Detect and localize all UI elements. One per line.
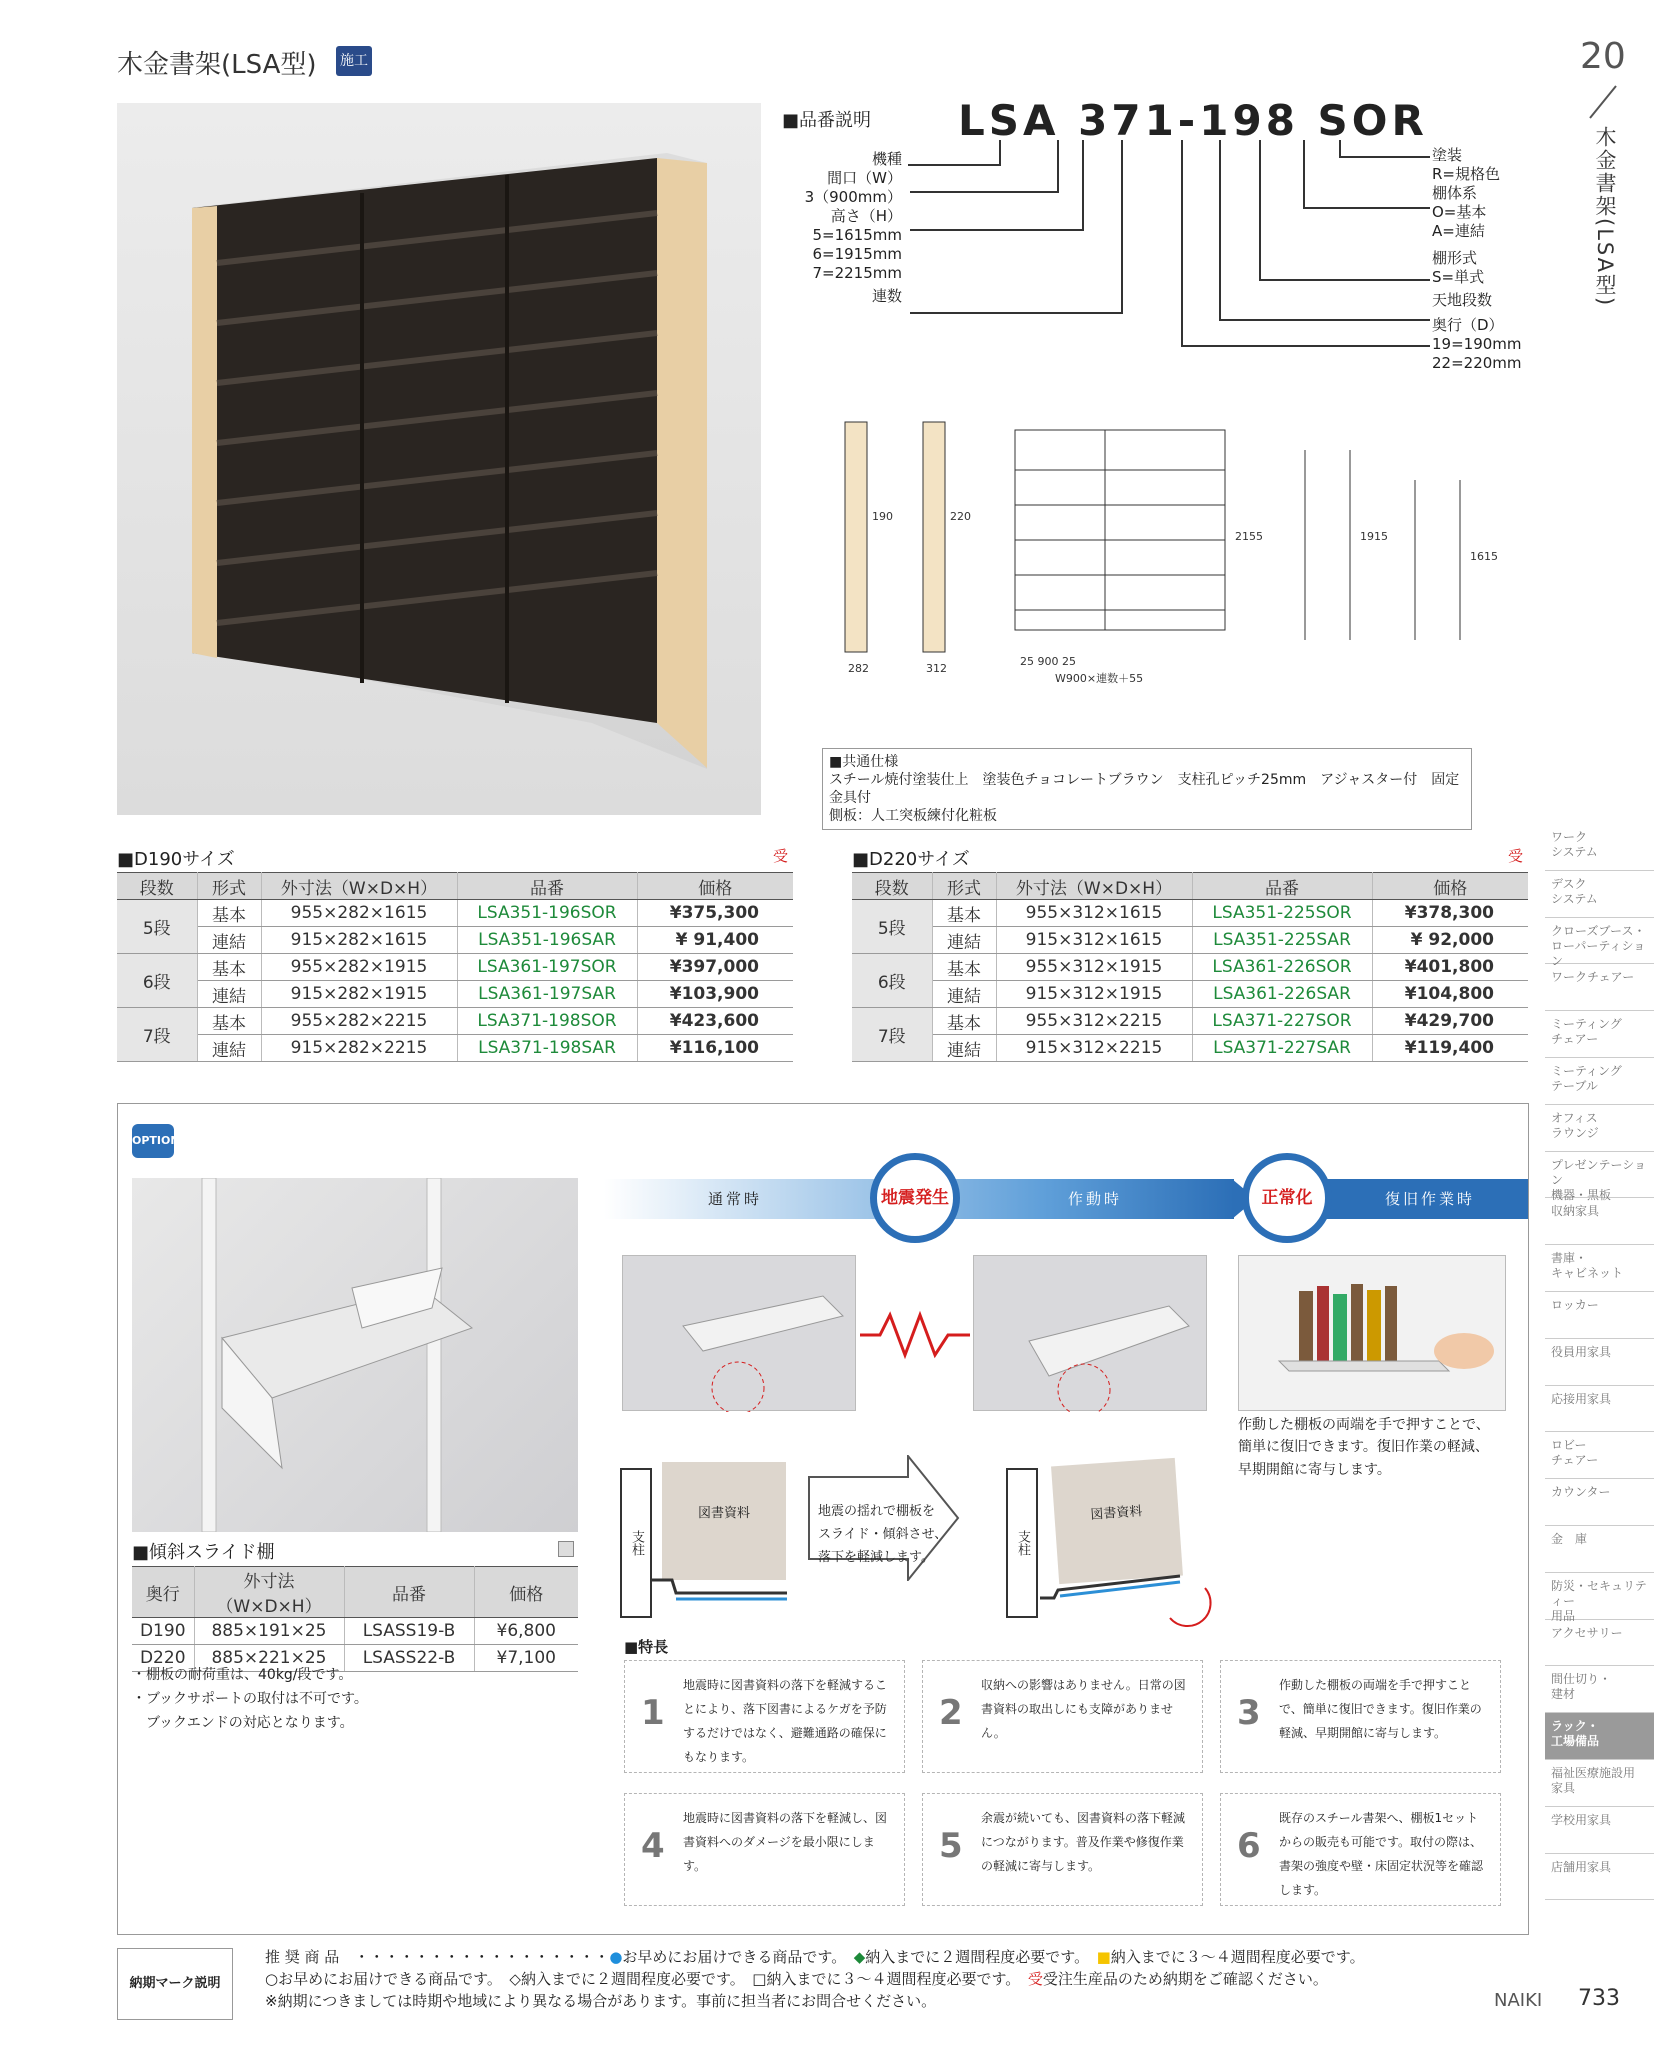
feature-card: 3 作動した棚板の両端を手で押すことで、簡単に復旧できます。復旧作業の軽減、早期開館に寄与します。 [1220, 1660, 1501, 1773]
table-row: 連結 915×282×2215 LSA371-198SAR ¥116,100 [117, 1035, 793, 1062]
books-block: 図書資料 [662, 1462, 786, 1580]
restore-illustration [1239, 1256, 1507, 1412]
table-row: D190 885×191×25 LSASS19-B ¥6,800 [132, 1618, 578, 1645]
table-row: 連結 915×312×2215 LSA371-227SAR ¥119,400 [852, 1035, 1528, 1062]
page-title: 木金書架(LSA型) [117, 50, 317, 80]
table-row: 6段 基本 955×312×1915 LSA361-226SOR ¥401,800 [852, 954, 1528, 981]
d220-title: ■D220サイズ [852, 849, 970, 870]
feature-card: 2 収納への影響はありません。日常の図書資料の取出しにも支障がありません。 [922, 1660, 1203, 1773]
brand-name: NAIKI [1494, 1990, 1543, 2011]
code-left-labels: 機種 間口（W） 3（900mm） 高さ（H） 5=1615mm 6=1915mm 7=2215mm 連数 [804, 150, 902, 305]
features-title: ■特長 [624, 1638, 669, 1656]
sidebar-item[interactable]: カウンター [1545, 1479, 1654, 1526]
sidebar-item[interactable]: 役員用家具 [1545, 1339, 1654, 1386]
delivery-mark-label: 納期マーク説明 [117, 1948, 233, 2020]
sidebar-item[interactable]: デスク システム [1545, 871, 1654, 918]
table-row: 連結 915×312×1915 LSA361-226SAR ¥104,800 [852, 981, 1528, 1008]
sidebar-item[interactable]: 学校用家具 [1545, 1807, 1654, 1854]
active-shelf-illustration [974, 1256, 1208, 1412]
phase-normal: 通常時 [707, 1190, 762, 1208]
sidebar-item[interactable]: 応接用家具 [1545, 1386, 1654, 1433]
page-top-number: 20 [1580, 36, 1626, 77]
side-title: 木金書架(LSA型) [1593, 126, 1617, 308]
sidebar-item[interactable]: 書庫・ キャビネット [1545, 1245, 1654, 1292]
code-leader-lines [900, 140, 1430, 350]
blue-dot-icon: ● [609, 1948, 623, 1966]
d220-table: 段数 形式 外寸法（W×D×H） 品番 価格 5段 基本 955×312×1615 LSA351-225SOR ¥378,300 連結 915×312×1615 LSA351-225SAR ¥ 92,000 6段 基本 955×312×1915 LSA361-226SOR ¥401,800 連結 915×312×1915 LSA361-226SAR ¥104,800 7段 基本 955×312×2215 LSA371-227SOR ¥429,700 連結 915×312×2215 LSA371-227SAR ¥119,400 [852, 872, 1528, 1062]
yellow-square-icon: ■ [1096, 1948, 1111, 1966]
bookshelf-illustration [117, 103, 761, 815]
sidebar-item[interactable]: 間仕切り・ 建材 [1545, 1666, 1654, 1713]
slide-shelf-table: 奥行 外寸法（W×D×H） 品番 価格 D190 885×191×25 LSASS19-B ¥6,800 D220 885×221×25 LSASS22-B ¥7,100 [132, 1566, 578, 1672]
quake-circle: 地震発生 [870, 1153, 960, 1243]
sidebar-item[interactable]: オフィス ラウンジ [1545, 1105, 1654, 1152]
table-row: 7段 基本 955×282×2215 LSA371-198SOR ¥423,600 [117, 1008, 793, 1035]
active-shelf-photo [973, 1255, 1207, 1411]
width-dims-label: 25 900 25 [1020, 655, 1076, 668]
category-sidebar [1545, 824, 1654, 1904]
sidebar-item[interactable]: アクセサリー [1545, 1620, 1654, 1667]
feature-card: 4 地震時に図書資料の落下を軽減し、図書資料へのダメージを最小限にします。 [624, 1793, 905, 1906]
code-heading: ■品番説明 [782, 110, 872, 131]
sidebar-item[interactable]: 福祉医療施設用 家具 [1545, 1760, 1654, 1807]
diamond-outline-icon: ◇ [509, 1970, 521, 1988]
sidebar-item[interactable]: ラック・ 工場備品 [1545, 1713, 1654, 1760]
restore-text: 作動した棚板の両端を手で押すことで、 簡単に復旧できます。復旧作業の軽減、 早期開館に寄与します。 [1238, 1417, 1490, 1478]
code-example: LSA 371-198 SOR [958, 96, 1428, 145]
table-row: 6段 基本 955×282×1915 LSA361-197SOR ¥397,000 [117, 954, 793, 981]
sidebar-item[interactable]: プレゼンテーション 機器・黒板 [1545, 1152, 1654, 1199]
slide-shelf-photo [132, 1178, 578, 1532]
sidebar-item[interactable]: ロビー チェアー [1545, 1432, 1654, 1479]
slide-shelf-illustration [132, 1178, 578, 1532]
feature-card: 1 地震時に図書資料の落下を軽減することにより、落下図書によるケガを予防するだけではなく、避難通路の確保にもなります。 [624, 1660, 905, 1773]
sidebar-item[interactable]: 防災・セキュリティー 用品 [1545, 1573, 1654, 1620]
sidebar-item[interactable]: ワークチェアー [1545, 964, 1654, 1011]
phase-active: 作動時 [1067, 1190, 1122, 1208]
width-282-label: 282 [848, 662, 869, 675]
slide-shelf-title: ■傾斜スライド棚 [132, 1542, 275, 1563]
made-to-order-mark: 受 [773, 847, 789, 865]
table-row: 5段 基本 955×282×1615 LSA351-196SOR ¥375,300 [117, 900, 793, 927]
green-diamond-icon: ◆ [853, 1948, 866, 1966]
sidebar-item[interactable]: ミーティング テーブル [1545, 1058, 1654, 1105]
height-1615-label: 1615 [1470, 550, 1498, 563]
d190-title: ■D190サイズ [117, 849, 235, 870]
feature-card: 5 余震が続いても、図書資料の落下軽減につながります。普及作業や修復作業の軽減に寄与します。 [922, 1793, 1203, 1906]
shake-zigzag-icon [860, 1310, 970, 1360]
table-row: 5段 基本 955×312×1615 LSA351-225SOR ¥378,300 [852, 900, 1528, 927]
pillar-box: 支柱 [620, 1468, 652, 1618]
circle-icon: ○ [265, 1970, 279, 1988]
normal-shelf-illustration [623, 1256, 857, 1412]
sidebar-item[interactable]: 収納家具 [1545, 1198, 1654, 1245]
phase-recover: 復旧作業時 [1384, 1190, 1475, 1208]
sidebar-item[interactable]: クローズブース・ ローパーティション [1545, 918, 1654, 965]
page-number: 733 [1578, 1986, 1620, 2011]
common-spec-box: ■共通仕様 スチール焼付塗装仕上 塗装色チョコレートブラウン 支柱孔ピッチ25mm アジャスター付 固定金具付 側板：人工突板練付化粧板 [822, 748, 1472, 830]
divider-slash [1588, 84, 1618, 120]
sidebar-item[interactable]: ミーティング チェアー [1545, 1011, 1654, 1058]
product-photo [117, 103, 761, 815]
restore-circle: 正常化 [1242, 1153, 1332, 1243]
stock-mark-icon [558, 1541, 574, 1557]
process-text: 地震の揺れで棚板を スライド・傾斜させ、 落下を軽減します。 [818, 1504, 948, 1565]
width-312-label: 312 [926, 662, 947, 675]
sidebar-item[interactable]: ロッカー [1545, 1292, 1654, 1339]
feature-card: 6 既存のスチール書架へ、棚板1セットからの販売も可能です。取付の際は、書架の強度や壁・床固定状況等を確認します。 [1220, 1793, 1501, 1906]
pillar-box-2: 支柱 [1006, 1468, 1038, 1618]
option-notes: ・棚板の耐荷重は、40kg/段です。 ・ブックサポートの取付は不可です。 ブックエンドの対応となります。 [132, 1667, 368, 1731]
tilted-rail-icon [1040, 1568, 1230, 1628]
height-1915-label: 1915 [1360, 530, 1388, 543]
depth-190-label: 190 [872, 510, 893, 523]
made-to-order-mark-2: 受 [1508, 847, 1524, 865]
shelf-rail-icon [652, 1575, 792, 1605]
construction-badge: 施工 [336, 46, 372, 76]
table-row: 連結 915×282×1915 LSA361-197SAR ¥103,900 [117, 981, 793, 1008]
table-row: 連結 915×282×1615 LSA351-196SAR ¥ 91,400 [117, 927, 793, 954]
square-outline-icon: □ [752, 1970, 767, 1988]
sidebar-item[interactable]: 店舗用家具 [1545, 1854, 1654, 1901]
height-2155-label: 2155 [1235, 530, 1263, 543]
order-mark-icon: 受 [1027, 1970, 1043, 1988]
width-formula-label: W900×連数＋55 [1055, 672, 1144, 685]
sidebar-item[interactable]: ワーク システム [1545, 824, 1654, 871]
normal-shelf-photo [622, 1255, 856, 1411]
technical-drawings [830, 410, 1530, 690]
d190-table: 段数 形式 外寸法（W×D×H） 品番 価格 5段 基本 955×282×1615 LSA351-196SOR ¥375,300 連結 915×282×1615 LSA351-196SAR ¥ 91,400 6段 基本 955×282×1915 LSA361-197SOR ¥397,000 連結 915×282×1915 LSA361-197SAR ¥103,900 7段 基本 955×282×2215 LSA371-198SOR ¥423,600 連結 915×282×2215 LSA371-198SAR ¥116,100 [117, 872, 793, 1062]
sidebar-item[interactable]: 金 庫 [1545, 1526, 1654, 1573]
code-right-labels: 塗装 R=規格色 棚体系 O=基本 A=連結 棚形式 S=単式 天地段数 奥行（D） 19=190mm 22=220mm [1432, 146, 1522, 372]
delivery-legend: 推 奨 商 品 ・・・・・・・・・・・・・・・・・●お早めにお届けできる商品です。 ◆納入までに２週間程度必要です。 ■納入までに３～４週間程度必要です。 ○お早めにお届けできる商品です。 ◇納入までに２週間程度必要です。 □納入までに３～４週間程度必要です。 受受注生産品のため納期をご確認ください。 ※納期につきましては時期や地域により異なる場合があります。事前に担当者にお問合せください。 [265, 1948, 1365, 2010]
books-block-tilted: 図書資料 [1051, 1458, 1183, 1584]
depth-220-label: 220 [950, 510, 971, 523]
table-row: 7段 基本 955×312×2215 LSA371-227SOR ¥429,700 [852, 1008, 1528, 1035]
option-badge: OPTION [132, 1124, 174, 1158]
table-row: 連結 915×312×1615 LSA351-225SAR ¥ 92,000 [852, 927, 1528, 954]
restore-photo [1238, 1255, 1506, 1411]
table-row: D220 885×221×25 LSASS22-B ¥7,100 [132, 1645, 578, 1672]
